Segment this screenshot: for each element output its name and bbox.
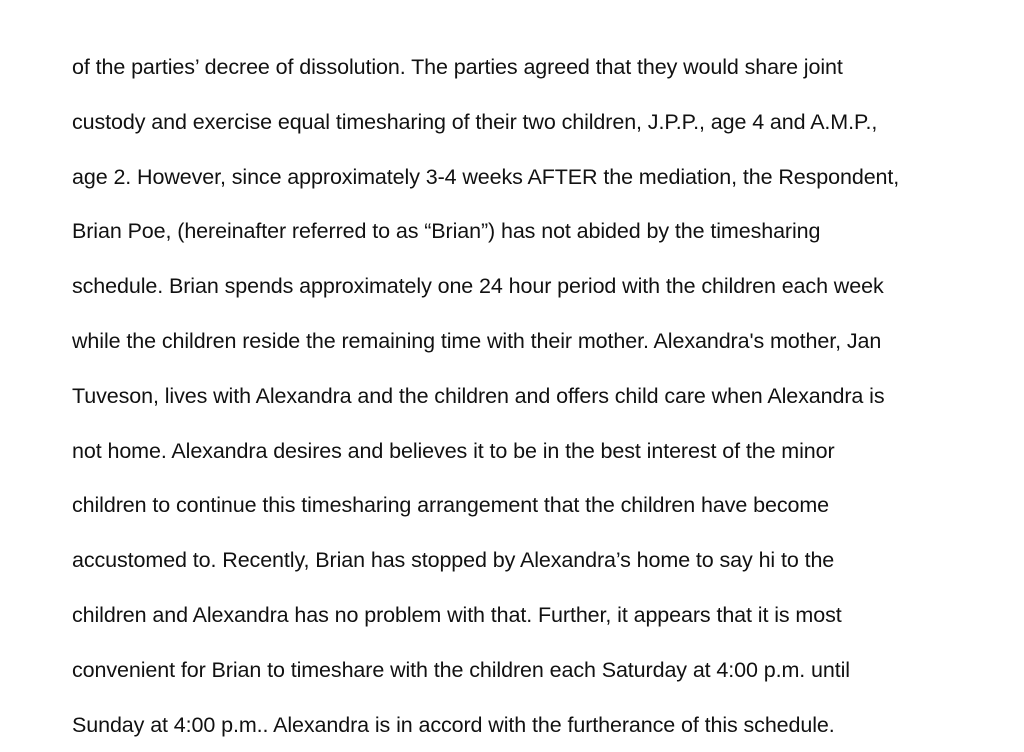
paragraph-line: of the parties’ decree of dissolution. The parties agreed that they would share joint [72, 55, 843, 79]
paragraph-line: custody and exercise equal timesharing of their two children, J.P.P., age 4 and A.M.P., [72, 109, 878, 134]
paragraph-line: schedule. Brian spends approximately one 24 hour period with the children each week [72, 274, 884, 299]
paragraph-line: Tuveson, lives with Alexandra and the children and offers child care when Alexandra is [72, 383, 885, 408]
paragraph-line: while the children reside the remaining time with their mother. Alexandra's mother, Jan [72, 328, 882, 353]
body-paragraph [72, 40, 1002, 752]
paragraph-line: Brian Poe, (hereinafter referred to as “Brian”) has not abided by the timesharing [72, 219, 821, 244]
paragraph-line: Sunday at 4:00 p.m.. Alexandra is in accord with the furtherance of this schedule. [72, 712, 835, 737]
paragraph-line: not home. Alexandra desires and believes it to be in the best interest of the minor [72, 438, 835, 463]
paragraph-line: age 2. However, since approximately 3-4 weeks AFTER the mediation, the Respondent, [72, 164, 900, 189]
paragraph-line: accustomed to. Recently, Brian has stopped by Alexandra’s home to say hi to the [72, 548, 835, 573]
paragraph-line: children to continue this timesharing arrangement that the children have become [72, 493, 829, 518]
paragraph-line: children and Alexandra has no problem with that. Further, it appears that it is most [72, 602, 842, 627]
paragraph-line: convenient for Brian to timeshare with the children each Saturday at 4:00 p.m. until [72, 657, 850, 682]
